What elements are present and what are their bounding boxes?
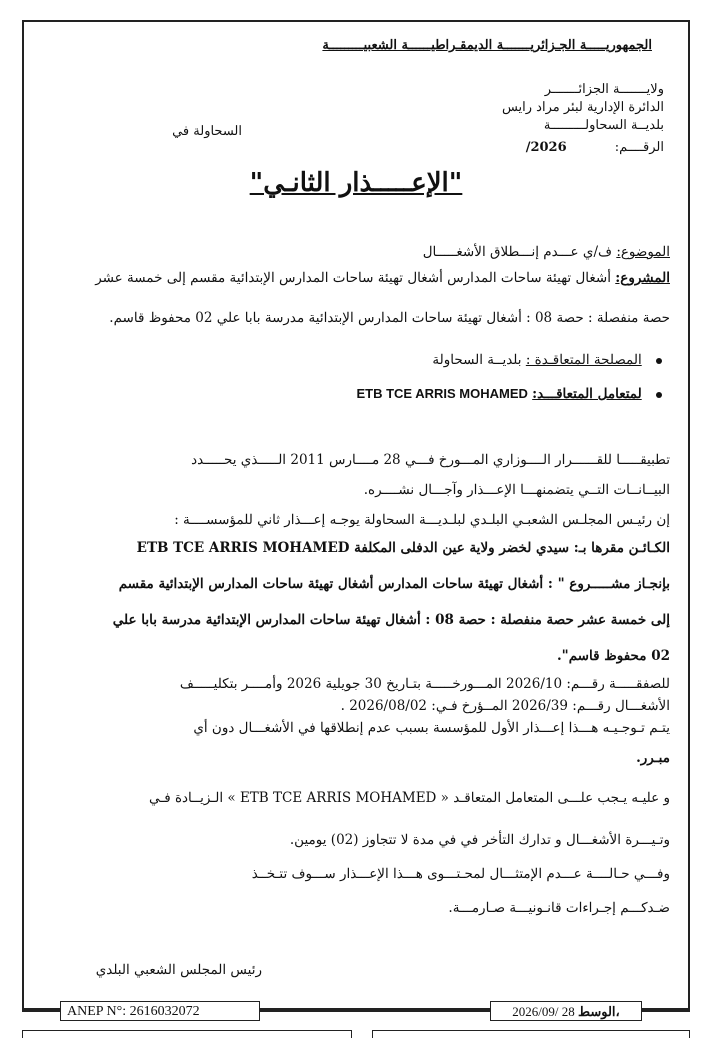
place-line: السحاولة في xyxy=(172,124,242,139)
body-line: وفـــي حـالــــة عـــدم الإمتثـــال لمحـتـــوى هـــذا الإعـــذار ســـوف تتـخــذ xyxy=(251,866,670,882)
body-line: بإنجـاز مشـــــروع " : أشغال تهيئة ساحات المدارس أشغال تهيئة ساحات المدارس الإبتدائية مقسم xyxy=(118,576,670,592)
body-line: 02 محفوظ قاسم". xyxy=(556,648,670,664)
anep-number: ANEP N°: 2616032072 xyxy=(60,1001,260,1021)
publication-date-box xyxy=(490,1001,642,1021)
publication-date: 2026/09/ 28 xyxy=(512,1004,575,1019)
body-line: وتـيـــرة الأشغـــال و تدارك التأخر في في مدة لا تتجاوز (02) يومين. xyxy=(289,832,670,848)
body-line: الأشغـــال رقـــم: 2026/39 المــؤرخ فـي: 2026/08/02 . xyxy=(340,698,670,714)
document-title: "الإعـــــذار الثانـي" xyxy=(249,168,463,198)
project-line-1 xyxy=(40,270,670,286)
reference-value: 2026/ xyxy=(525,140,567,155)
project-label: المشروع: xyxy=(615,270,670,286)
body-line: ضـدكـــم إجـراءات قانـونيـــة صـارمـــة. xyxy=(448,900,670,916)
project-text-1: أشغال تهيئة ساحات المدارس أشغال تهيئة ساحات المدارس الإبتدائية مقسم إلى خمسة عشر xyxy=(95,270,611,286)
bullet-value: ETB TCE ARRIS MOHAMED xyxy=(356,386,528,401)
baladia-line: بلديــة السحاولـــــــــة xyxy=(543,118,664,133)
bullet-label: المصلحة المتعاقـدة : xyxy=(525,352,642,368)
project-line-2: حصة منفصلة : حصة 08 : أشغال تهيئة ساحات المدارس الإبتدائية مدرسة بابا علي 02 محفوظ قاسم. xyxy=(109,310,670,326)
body-line: و عليـه يـجب علـــى المتعامل المتعاقـد « ETB TCE ARRIS MOHAMED » الـزيــادة فـي xyxy=(149,790,670,806)
body-line: تطبيقـــــا للقــــــرار الــــوزاري المـــورخ فـــي 28 مــــارس 2011 الـــــذي يحـــــدد xyxy=(191,452,670,468)
next-box-left xyxy=(22,1030,352,1038)
body-line: للصفقـــــة رقـــم: 2026/10 المـــورخـــــة بتـاريخ 30 جويلية 2026 وأمــــر بتكليـــــف xyxy=(179,676,670,692)
publication-date-label: الوسط، xyxy=(578,1004,620,1019)
reference-line xyxy=(526,140,664,155)
bullet-dot xyxy=(656,358,662,364)
body-line: ETB TCE ARRIS MOHAMED الكـائـن مقرها بـ: سيدي لخضر ولاية عين الدفلى المكلفة xyxy=(136,540,670,556)
bullet-label: لمتعامل المتعاقـــد: xyxy=(532,386,642,402)
bullet-contractor xyxy=(356,386,662,402)
body-line: البيــانــات التــي يتضمنهـــا الإعـــذار وآجـــال نشــــره. xyxy=(363,482,670,498)
subject-label: الموضوع: xyxy=(616,244,670,260)
daira-line: الدائرة الإدارية لبئر مراد رايس xyxy=(501,100,664,115)
country-header: الجمهوريـــــة الجـزائريـــــــة الديمقـراطيــــــة الشعبيـــــــــة xyxy=(322,38,652,53)
body-line: إن رئيـس المجلـس الشعبـي البلـدي لبلـديـــة السحاولة يوجـه إعـــذار ثاني للمؤسســــة : xyxy=(174,512,670,528)
body-line: يتـم تـوجـيـه هـــذا إعـــذار الأول للمؤسسة بسبب عدم إنطلاقها في الأشغـــال دون أي xyxy=(193,720,670,736)
bullet-dot xyxy=(656,392,662,398)
body-line: مبـرر. xyxy=(636,750,670,766)
subject-line xyxy=(40,244,670,260)
bullet-value: بلديــة السحاولة xyxy=(432,352,522,368)
signature-line: رئيس المجلس الشعبي البلدي xyxy=(95,962,262,978)
wilaya-line: ولايـــــــة الجزائـــــــر xyxy=(544,82,664,97)
body-line: إلى خمسة عشر حصة منفصلة : حصة 08 : أشغال تهيئة ساحات المدارس الإبتدائية مدرسة بابا علي xyxy=(112,612,670,628)
subject-text: ف/ي عـــدم إنـــطلاق الأشغـــــال xyxy=(422,244,613,260)
reference-label: الرقــــم: xyxy=(614,140,664,155)
bullet-contracting-service xyxy=(432,352,662,368)
next-box-right xyxy=(372,1030,690,1038)
